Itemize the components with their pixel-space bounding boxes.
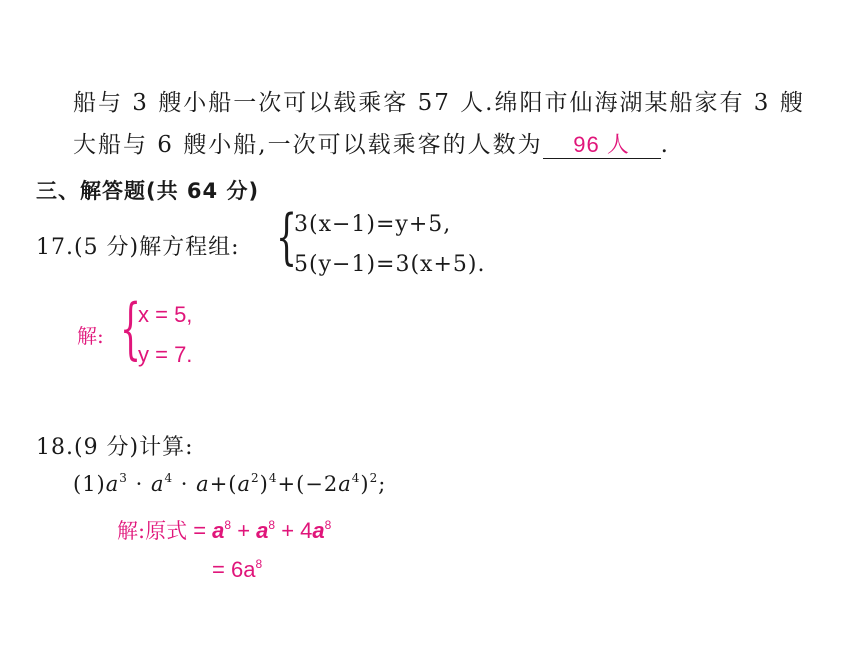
q18-solution-line-2: = $6a^8$	[212, 557, 263, 582]
q18-label: 18.(9 分)计算:	[36, 435, 194, 460]
q17-solution-x: x = 5,	[138, 302, 193, 327]
text-line-2-body: 大船与 6 艘小船,一次可以载乘客的人数为	[73, 132, 543, 158]
q18-solution-line-1: 解:原式 = $a^8 + a^8 + 4a^8$	[117, 518, 332, 543]
q17-solution-prefix: 解:	[77, 324, 104, 348]
q18-part1-expression: $(1)a^3 \cdot a^4 \cdot a+(a^2)^4+(-2a^4)^2$;	[73, 471, 387, 496]
q17-solution-y: y = 7.	[138, 342, 193, 367]
q18-solution-prefix: 解:原式	[117, 519, 188, 543]
q17-equation-1: 3(x−1)=y+5,	[294, 212, 452, 237]
q17-label: 17.(5 分)解方程组:	[36, 235, 240, 260]
section-heading: 三、解答题(共 64 分)	[36, 179, 260, 203]
q18-part1-prefix: (1)	[73, 472, 106, 496]
text-line-2-period: .	[660, 132, 670, 158]
text-line-1: 船与 3 艘小船一次可以载乘客 57 人.绵阳市仙海湖某船家有 3 艘	[73, 90, 805, 116]
answer-blank: 96 人	[543, 132, 661, 159]
q17-equation-2: 5(y−1)=3(x+5).	[294, 252, 486, 277]
text-line-2	[73, 126, 670, 159]
q17-brace: {	[276, 202, 298, 272]
q17-solution-brace: {	[120, 290, 141, 367]
